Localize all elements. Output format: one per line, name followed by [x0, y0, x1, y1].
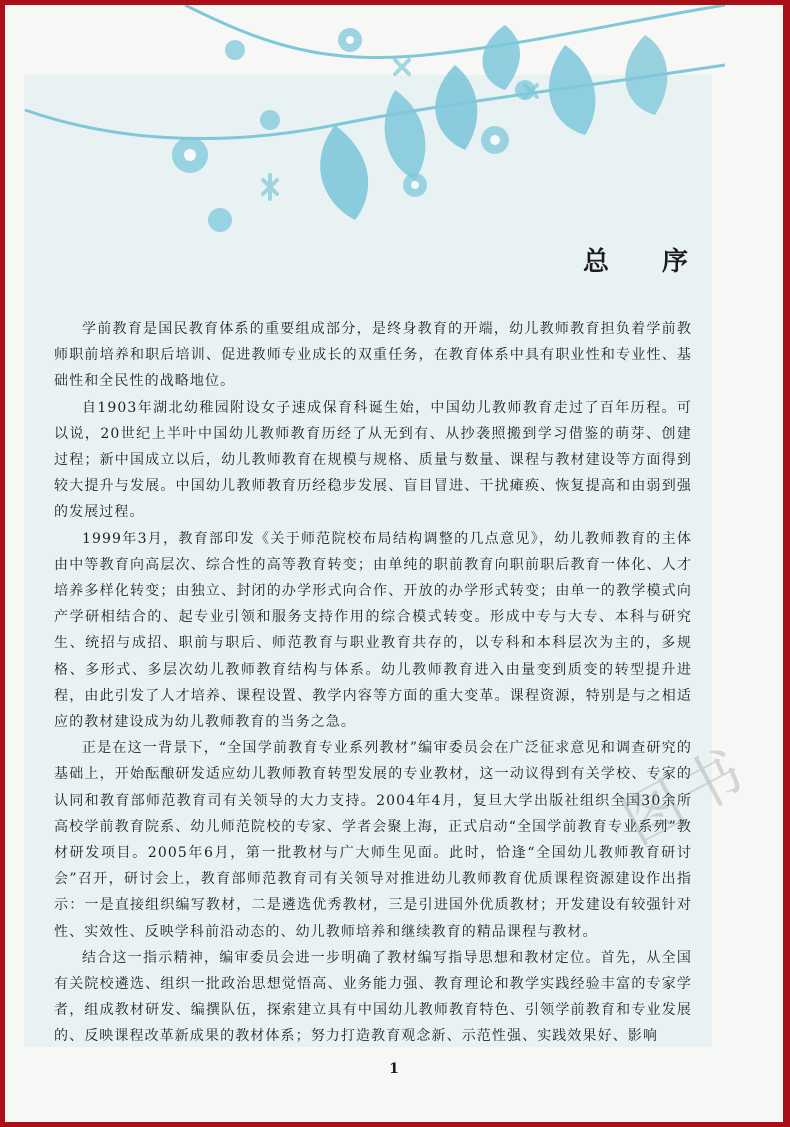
watermark: 图书	[611, 734, 761, 859]
page-number: 1	[389, 1061, 399, 1077]
body-text	[54, 316, 692, 1050]
paragraph: 结合这一指示精神，编审委员会进一步明确了教材编写指导思想和教材定位。首先，从全国有关院校遴选、组织一批政治思想觉悟高、业务能力强、教育理论和教学实践经验丰富的专家学者，组成教材研发、编撰队伍，探索建立具有中国幼儿教师教育特色、引领学前教育和专业发展的、反映课程改革新成果的教材体系；努力打造教育观念新、示范性强、实践效果好、影响	[54, 949, 692, 1045]
paragraph: 1999年3月，教育部印发《关于师范院校布局结构调整的几点意见》，幼儿教师教育的主体由中等教育向高层次、综合性的高等教育转变；由单纯的职前教育向职前职后教育一体化、人才培养多样化转变；由独立、封闭的办学形式向合作、开放的办学形式转变；由单一的教学模式向产学研相结合的、起专业引领和服务支持作用的综合模式转变。形成中专与大专、本科与研究生、统招与成招、职前与职后、师范教育与职业教育共存的，以专科和本科层次为主的，多规格、多形式、多层次幼儿教师教育结构与体系。幼儿教师教育进入由量变到质变的转型提升进程，由此引发了人才培养、课程设置、教学内容等方面的重大变革。课程资源，特别是与之相适应的教材建设成为幼儿教师教育的当务之急。	[54, 530, 692, 731]
page-title: 总 序	[583, 247, 711, 277]
book-page	[5, 5, 783, 1122]
paragraph: 学前教育是国民教育体系的重要组成部分，是终身教育的开端，幼儿教师教育担负着学前教师职前培养和职后培训、促进教师专业成长的双重任务，在教育体系中具有职业性和专业性、基础性和全民性的战略地位。	[54, 321, 692, 390]
floral-ornament	[5, 5, 783, 245]
paragraph: 正是在这一背景下，“全国学前教育专业系列教材”编审委员会在广泛征求意见和调查研究的基础上，开始酝酿研发适应幼儿教师教育转型发展的专业教材，这一动议得到有关学校、专家的认同和教育部师范教育司有关领导的大力支持。2004年4月，复旦大学出版社组织全国30余所高校学前教育院系、幼儿师范院校的专家、学者会聚上海，正式启动“全国学前教育专业系列”教材研发项目。2005年6月，第一批教材与广大师生见面。此时，恰逢“全国幼儿教师教育研讨会”召开，研讨会上，教育部师范教育司有关领导对推进幼儿教师教育优质课程资源建设作出指示：一是直接组织编写教材，二是遴选优秀教材，三是引进国外优质教材；开发建设有较强针对性、实效性、反映学科前沿动态的、幼儿教师培养和继续教育的精品课程与教材。	[54, 740, 692, 940]
paragraph: 自1903年湖北幼稚园附设女子速成保育科诞生始，中国幼儿教师教育走过了百年历程。可以说，20世纪上半叶中国幼儿教师教育历经了从无到有、从抄袭照搬到学习借鉴的萌芽、创建过程；新中国成立以后，幼儿教师教育在规模与规格、质量与数量、课程与教材建设等方面得到较大提升与发展。中国幼儿教师教育历经稳步发展、盲目冒进、干扰瘫痪、恢复提高和由弱到强的发展过程。	[54, 399, 692, 521]
